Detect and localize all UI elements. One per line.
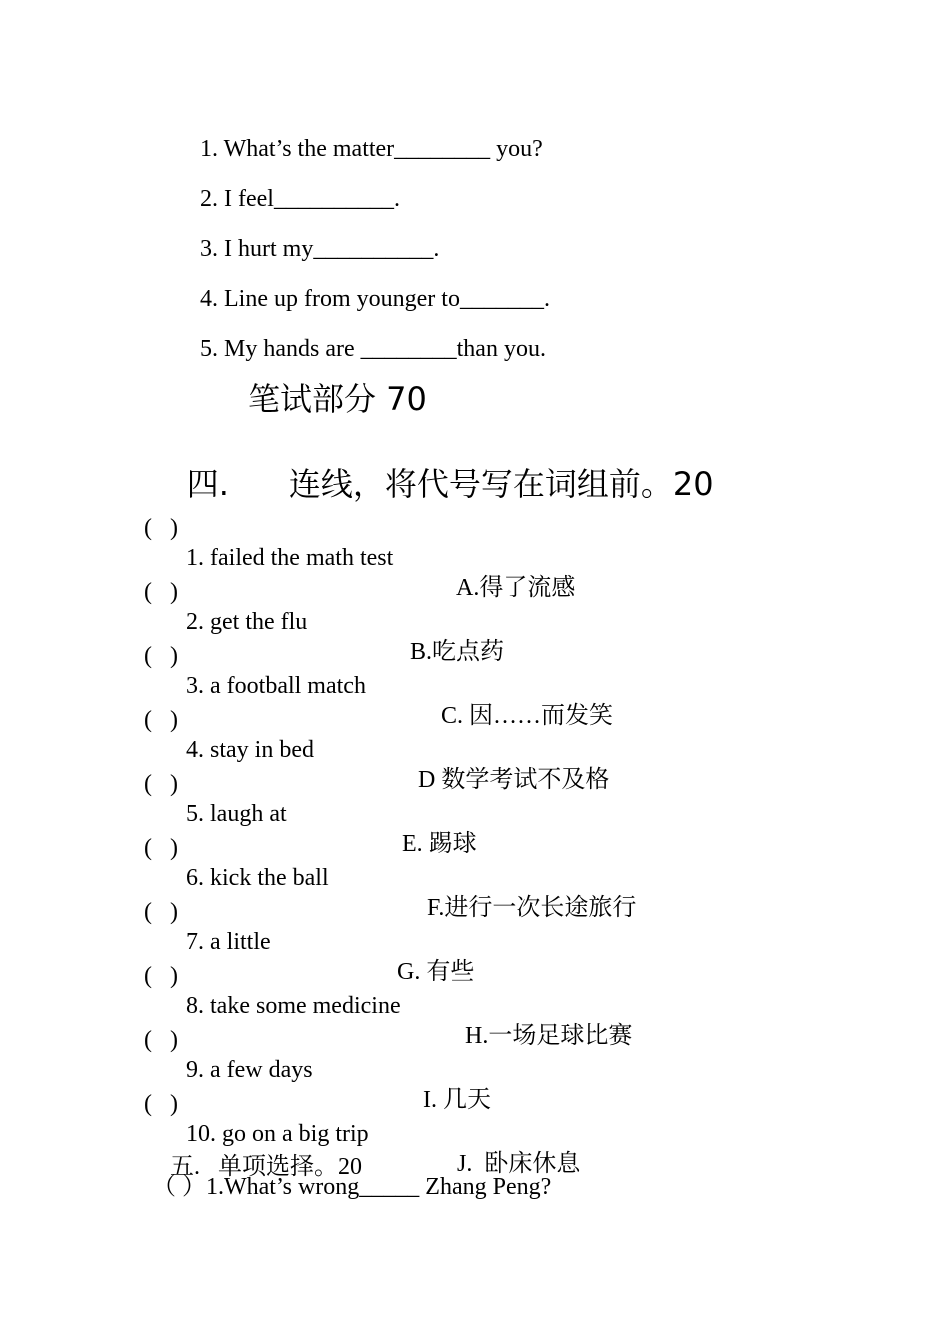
answer-paren[interactable]: ( ) [144, 963, 178, 989]
chinese-meaning: B.吃点药 [410, 639, 505, 665]
chinese-meaning: H.一场足球比赛 [465, 1023, 633, 1049]
section-5-title: 单项选择。20 [218, 1154, 362, 1180]
fill-blank-3: 3. I hurt my__________. [200, 236, 440, 262]
section-4-heading [146, 430, 714, 538]
written-part-heading: 笔试部分 70 [248, 380, 427, 418]
answer-paren[interactable]: ( ) [144, 643, 178, 669]
chinese-meaning: I. 几天 [423, 1087, 491, 1113]
chinese-meaning: F.进行一次长途旅行 [427, 895, 637, 921]
english-phrase: 9. a few days [186, 1057, 313, 1083]
english-phrase: 6. kick the ball [186, 865, 329, 891]
answer-paren[interactable]: ( ) [144, 707, 178, 733]
english-phrase: 7. a little [186, 929, 271, 955]
chinese-meaning: E. 踢球 [402, 831, 477, 857]
section-4-title: 连线，将代号写在词组前。20 [288, 465, 714, 503]
chinese-meaning: A.得了流感 [456, 575, 576, 601]
fill-blank-5: 5. My hands are ________than you. [200, 336, 546, 362]
english-phrase: 8. take some medicine [186, 993, 401, 1019]
english-phrase: 5. laugh at [186, 801, 287, 827]
section-4-number: 四. [186, 465, 229, 503]
chinese-meaning: C. 因……而发笑 [441, 703, 614, 729]
chinese-meaning: J. 卧床休息 [457, 1151, 581, 1177]
answer-paren[interactable]: ( ) [144, 835, 178, 861]
english-phrase: 10. go on a big trip [186, 1121, 369, 1147]
choice-question-1: （ ）1.What’s wrong_____ Zhang Peng? [152, 1174, 552, 1200]
answer-paren[interactable]: ( ) [144, 771, 178, 797]
english-phrase: 2. get the flu [186, 609, 308, 635]
chinese-meaning: G. 有些 [397, 959, 475, 985]
answer-paren[interactable]: ( ) [144, 1091, 178, 1117]
answer-paren[interactable]: ( ) [144, 1027, 178, 1053]
answer-paren[interactable]: ( ) [144, 515, 178, 541]
english-phrase: 4. stay in bed [186, 737, 314, 763]
fill-blank-2: 2. I feel__________. [200, 186, 400, 212]
section-5-number: 五. [170, 1154, 200, 1180]
english-phrase: 1. failed the math test [186, 545, 394, 571]
chinese-meaning: D 数学考试不及格 [418, 767, 610, 793]
english-phrase: 3. a football match [186, 673, 366, 699]
answer-paren[interactable]: ( ) [144, 899, 178, 925]
fill-blank-4: 4. Line up from younger to_______. [200, 286, 550, 312]
fill-blank-1: 1. What’s the matter________ you? [200, 136, 543, 162]
matching-row-1 [144, 483, 576, 601]
answer-paren[interactable]: ( ) [144, 579, 178, 605]
